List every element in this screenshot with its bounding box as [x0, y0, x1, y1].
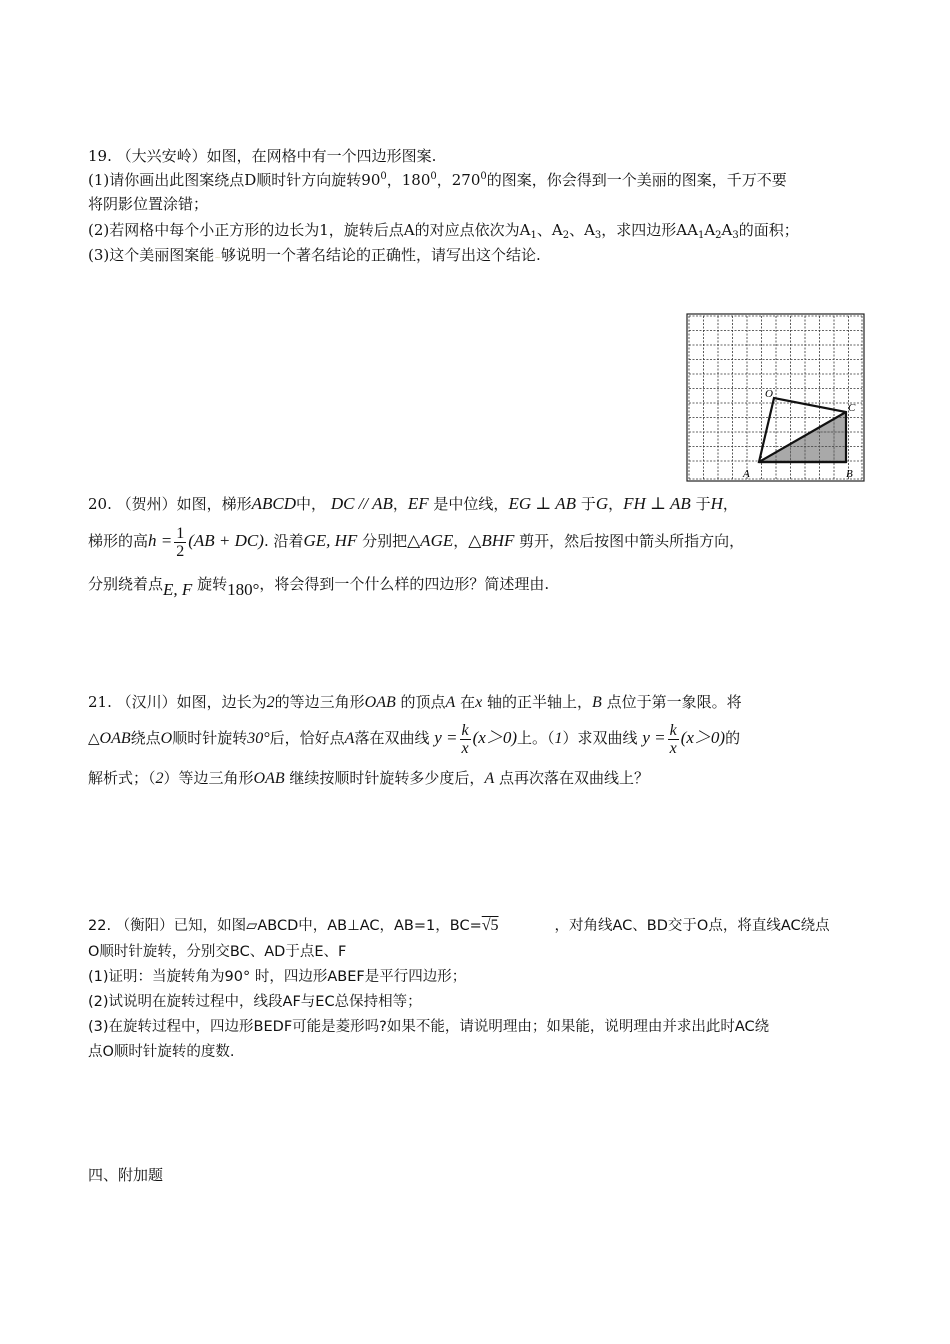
q19-line1: 19. （大兴安岭）如图，在网格中有一个四边形图案.	[88, 147, 437, 165]
q22-line6: 点O顺时针旋转的度数.	[88, 1044, 235, 1060]
q21-line1: 21. （汉川）如图，边长为2的等边三角形OAB 的顶点A 在x 轴的正半轴上，B 点位于第一象限。将	[88, 693, 742, 711]
q19-grid-figure	[686, 313, 866, 483]
q19-line2: (1)请你画出此图案绕点D顺时针方向旋转$90^0$，$180^0$，$270^0$的图案，你会得到一个美丽的图案，千万不要	[88, 171, 787, 189]
q20-line2: 梯形的高h = $\frac{1}{2}$ (AB + DC). 沿着GE, HF 分别把△AGE，△BHF 剪开，然后按图中箭头所指方向，	[88, 524, 745, 560]
label-A: A	[743, 468, 750, 480]
fraction-k-over-x: $\frac{k}{x}$	[461, 721, 469, 757]
q22-line4: (2)试说明在旋转过程中，线段AF与EC总保持相等；	[88, 994, 422, 1010]
q19-line4: (2)若网格中每个小正方形的边长为1，旋转后点A的对应点依次为$A_1$、$A_2$、$A_3$，求四边形$AA_1A_2A_3$的面积；	[88, 221, 799, 241]
q22-line1: 22. （衡阳）已知，如图▱ABCD中，AB⊥AC，AB=1，BC=√5 ，对角线AC、BD交于O点，将直线AC绕点	[88, 917, 830, 934]
q19-line5: (3)这个美丽图案能~够说明一个著名结论的正确性，请写出这个结论.	[88, 246, 541, 264]
section-heading-appendix: 四、附加题	[88, 1166, 164, 1184]
label-O: O	[765, 388, 773, 400]
label-C: C	[848, 402, 856, 414]
label-B: B	[846, 468, 853, 480]
q19-line3: 将阴影位置涂错；	[88, 195, 209, 213]
q22-line3: (1)证明：当旋转角为90° 时，四边形ABEF是平行四边形；	[88, 969, 467, 985]
fraction-one-half: $\frac{1}{2}$	[176, 524, 185, 560]
q21-line2: △OAB绕点O顺时针旋转30°后，恰好点A落在双曲线 y = $\frac{k}{x}$ (x＞0)上。（1）求双曲线 y = $\frac{k}{x}$ (x＞0)的	[88, 721, 741, 757]
q20-line1: 20. （贺州）如图，梯形ABCD中， DC // AB，EF 是中位线，EG ⊥ AB 于G，FH ⊥ AB 于H，	[88, 494, 738, 513]
q21-line3: 解析式；（2）等边三角形OAB 继续按顺时针旋转多少度后，A 点再次落在双曲线上？	[88, 769, 650, 787]
fraction-k-over-x-2: $\frac{k}{x}$	[669, 721, 677, 757]
q22-line2: O顺时针旋转，分别交BC、AD于点E、F	[88, 944, 347, 960]
q22-line5: (3)在旋转过程中，四边形BEDF可能是菱形吗?如果不能，请说明理由；如果能，说明理由并求出此时AC绕	[88, 1019, 770, 1035]
q20-line3: 分别绕着点E, F 旋转180°，将会得到一个什么样的四边形？简述理由.	[88, 575, 550, 599]
